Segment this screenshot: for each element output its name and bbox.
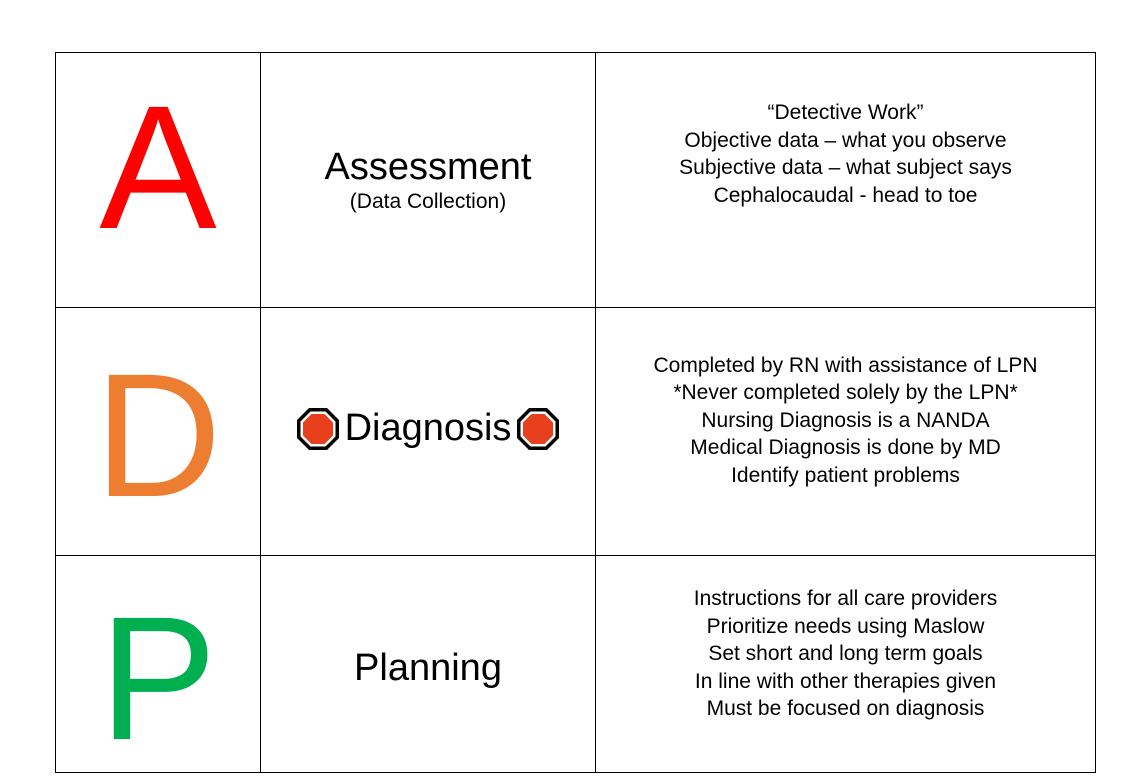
step-cell <box>261 53 596 308</box>
description-cell <box>596 53 1096 308</box>
step-cell <box>261 556 596 773</box>
description-line: “Detective Work” <box>767 101 924 124</box>
description-cell <box>596 308 1096 556</box>
description-list-planning <box>596 585 1095 723</box>
letter-d: D <box>94 337 222 534</box>
description-line: Medical Diagnosis is done by MD <box>690 436 1001 460</box>
description-line: Cephalocaudal - head to toe <box>713 183 978 207</box>
table-row-planning <box>56 556 1096 773</box>
adpie-table <box>55 52 1096 777</box>
description-cell <box>596 556 1096 773</box>
step-title-planning: Planning <box>354 647 502 690</box>
stop-sign-icon <box>295 406 341 452</box>
description-line: In line with other therapies given <box>694 669 997 693</box>
table-row-diagnosis <box>56 308 1096 556</box>
description-line: Prioritize needs using Maslow <box>706 614 985 638</box>
description-line: Set short and long term goals <box>708 642 983 666</box>
stop-sign-icon <box>515 406 561 452</box>
description-list-diagnosis <box>596 352 1095 490</box>
table-row-assessment <box>56 53 1096 308</box>
description-line: Completed by RN with assistance of LPN <box>653 353 1038 377</box>
description-line: *Never completed solely by the LPN* <box>673 381 1018 405</box>
letter-cell <box>56 556 261 777</box>
description-line: Must be focused on diagnosis <box>706 697 985 721</box>
letter-p: P <box>99 581 217 777</box>
letter-cell <box>56 53 261 308</box>
letter-a: A <box>99 70 217 266</box>
description-line: Subjective data – what subject says <box>679 156 1012 179</box>
description-line: Nursing Diagnosis is a NANDA <box>701 408 990 432</box>
step-title-diagnosis: Diagnosis <box>344 407 512 450</box>
step-title-assessment: Assessment <box>324 145 532 188</box>
description-line: Objective data – what you observe <box>684 128 1007 152</box>
step-subtitle-assessment: (Data Collection) <box>349 190 507 214</box>
description-line: Instructions for all care providers <box>693 587 998 611</box>
step-cell <box>261 308 596 556</box>
description-list-assessment <box>596 99 1095 209</box>
description-line: Identify patient problems <box>731 463 960 487</box>
letter-cell <box>56 308 261 556</box>
diagnosis-title-group <box>295 406 562 452</box>
